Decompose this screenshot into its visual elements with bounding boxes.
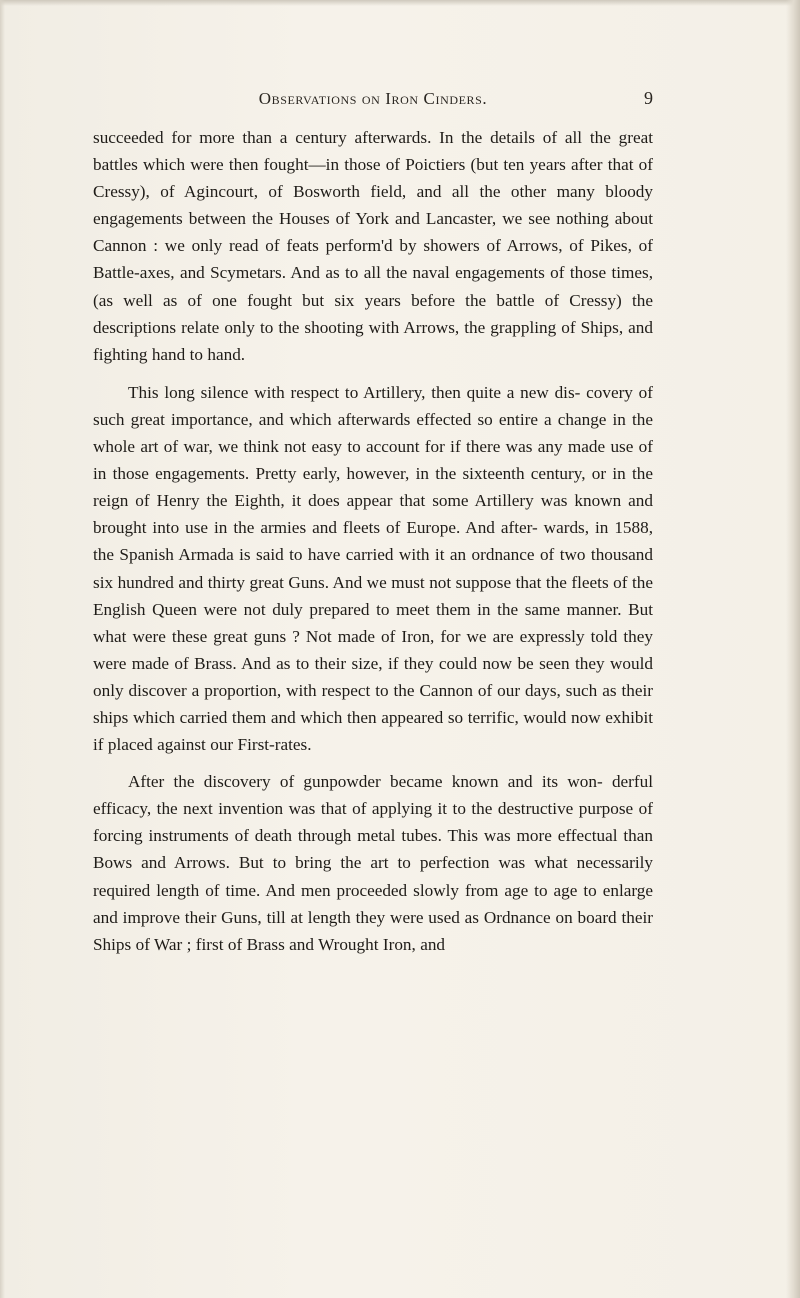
paragraph-3: After the discovery of gunpowder became known and its won- derful efficacy, the next invention was that of applying it to the destructive purpose of forcing instruments of death through metal tubes. This was more effectual than Bows and Arrows. But to bring the art to perfection was what necessarily required length of time. And men proceeded slowly from age to age to enlarge and improve their Guns, till at length they were used as Ordnance on board their Ships of War ; first of Brass and Wrought Iron, and: [93, 772, 653, 954]
running-title: Observations on Iron Cinders.: [258, 89, 488, 108]
page-header: [93, 87, 653, 115]
page-top-shadow: [0, 0, 800, 6]
page-right-edge: [786, 0, 800, 1298]
paragraph-2: This long silence with respect to Artillery, then quite a new dis- covery of such great importance, and which afterwards effected so entire a change in the whole art of war, we think not easy to account for if there was any made use of in those engagements. Pretty early, however, in the sixteenth century, or in the reign of Henry the Eighth, it does appear that some Artillery was known and brought into use in the armies and fleets of Europe. And after- wards, in 1588, the Spanish Armada is said to have carried with it an ordnance of two thousand six hundred and thirty great Guns. And we must not suppose that the fleets of the English Queen were not duly prepared to meet them in the same manner. But what were these great guns ? Not made of Iron, for we are expressly told they were made of Brass. And as to their size, if they could now be seen they would only discover a proportion, with respect to the Cannon of our days, such as their ships which carried them and which then appeared so terrific, would now exhibit if placed against our First-rates.: [93, 382, 653, 755]
page-number: 9: [644, 88, 653, 108]
paragraph-1: succeeded for more than a century afterwards. In the details of all the great battles which were then fought—in those of Poictiers (but ten years after that of Cressy), of Agincourt, of Bosworth field, and all the other many bloody engagements between the Houses of York and Lancaster, we see nothing about Cannon : we only read of feats perform'd by showers of Arrows, of Pikes, of Battle-axes, and Scymetars. And as to all the naval engagements of those times, (as well as of one fought but six years before the battle of Cressy) the descriptions relate only to the shooting with Arrows, the grappling of Ships, and fighting hand to hand.: [93, 128, 653, 364]
page-left-shadow: [0, 0, 5, 1298]
body-text: [93, 124, 653, 958]
